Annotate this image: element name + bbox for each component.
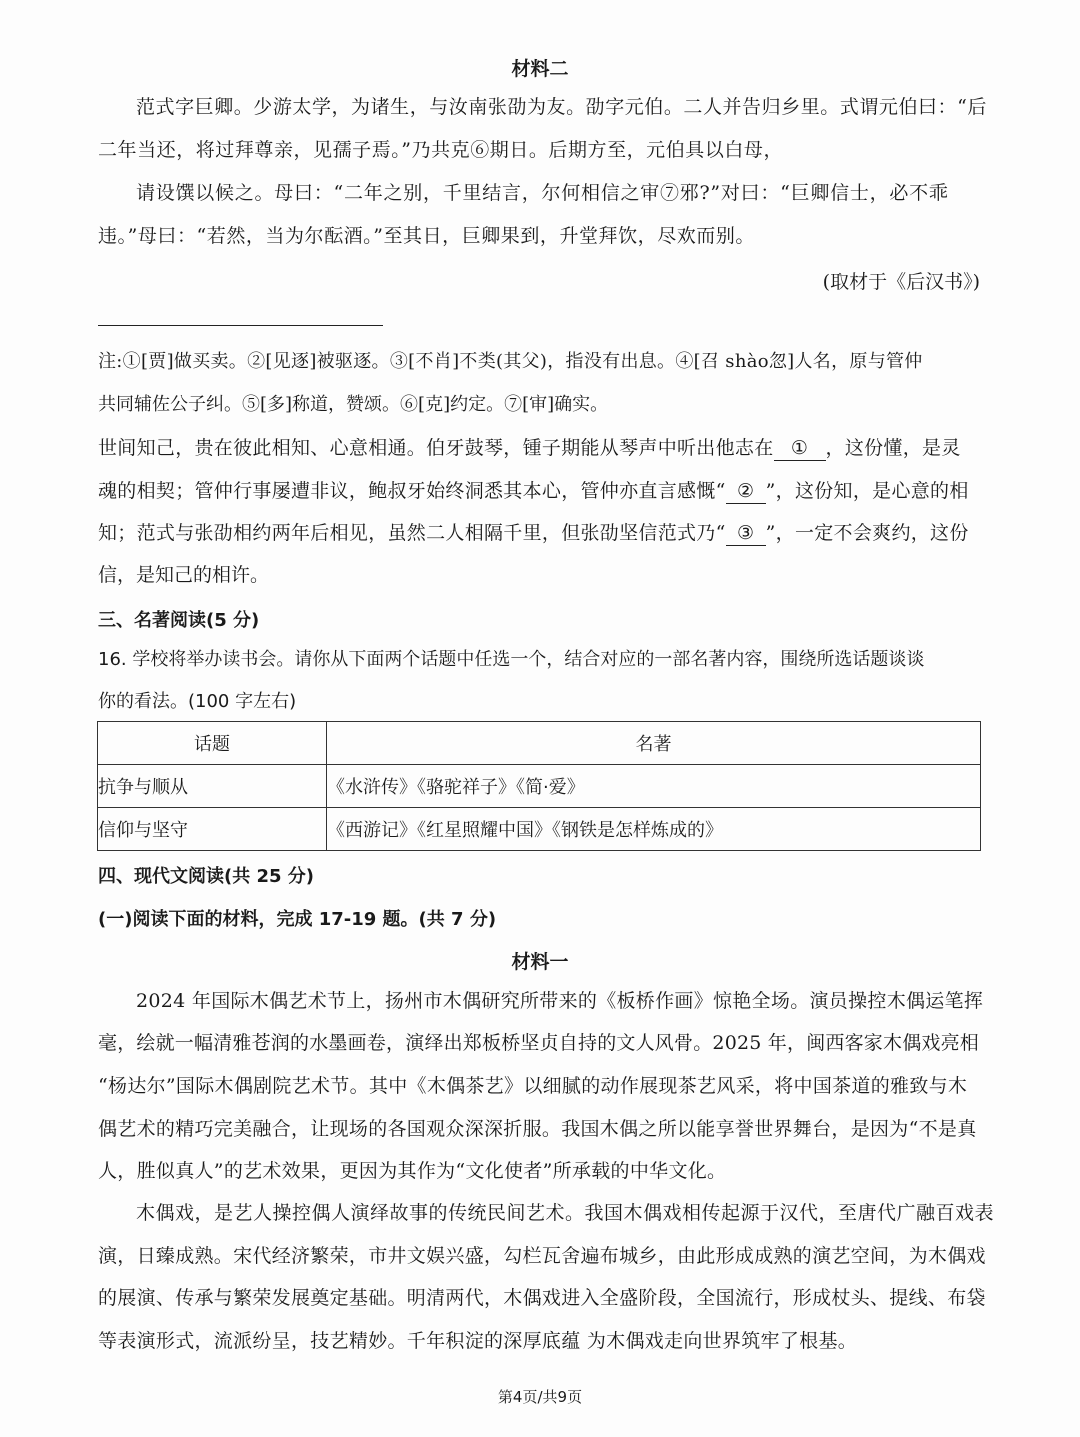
section-3-heading: 三、名著阅读(5 分) [98, 610, 260, 631]
material1-line-6: 木偶戏，是艺人操控偶人演绎故事的传统民间艺术。我国木偶戏相传起源于汉代，至唐代广融百戏表 [136, 1202, 995, 1224]
fill-line-4: 信，是知己的相许。 [98, 564, 270, 586]
header-topic: 话题 [98, 722, 327, 765]
fill-line-3 [98, 521, 969, 546]
material1-title: 材料一 [511, 951, 569, 973]
subsection-1-heading: (一)阅读下面的材料，完成 17-19 题。(共 7 分) [98, 909, 497, 930]
question-16-line-2: 你的看法。(100 字左右) [98, 691, 297, 712]
section-4-heading: 四、现代文阅读(共 25 分) [98, 866, 315, 887]
fill-line-1 [98, 436, 961, 461]
table-row [98, 765, 981, 808]
fill-text: 魂的相契；管仲行事屡遭非议，鲍叔牙始终洞悉其本心，管仲亦直言感慨“ [98, 480, 726, 502]
table-row [98, 808, 981, 851]
material2-line-4: 违。”母曰：“若然，当为尔酝酒。”至其日，巨卿果到，升堂拜饮，尽欢而别。 [98, 225, 755, 247]
notes-line-1: 注:①[贾]做买卖。②[见逐]被驱逐。③[不肖]不类(其父)，指没有出息。④[召 shào忽]人名，原与管仲 [98, 351, 923, 372]
material1-line-2: 毫，绘就一幅清雅苍润的水墨画卷，演绎出郑板桥坚贞自持的文人风骨。2025 年，闽西客家木偶戏亮相 [98, 1032, 979, 1054]
material1-line-8: 的展演、传承与繁荣发展奠定基础。明清两代，木偶戏进入全盛阶段，全国流行，形成杖头、提线、布袋 [98, 1287, 986, 1309]
topic-cell: 信仰与坚守 [98, 808, 327, 851]
blank-2: ② [726, 479, 766, 504]
blank-3: ③ [726, 521, 766, 546]
material1-line-1: 2024 年国际木偶艺术节上，扬州市木偶研究所带来的《板桥作画》惊艳全场。演员操控木偶运笔挥 [136, 990, 984, 1012]
topic-books-table [97, 721, 981, 851]
books-cell: 《水浒传》《骆驼祥子》《简·爱》 [327, 765, 981, 808]
notes-line-2: 共同辅佐公子纠。⑤[多]称道，赞颂。⑥[克]约定。⑦[审]确实。 [98, 394, 609, 415]
material2-title: 材料二 [511, 58, 569, 80]
header-books: 名著 [327, 722, 981, 765]
material2-line-3: 请设馔以候之。母曰：“二年之别，千里结言，尔何相信之审⑦邪?”对曰：“巨卿信士，必不乖 [136, 182, 949, 204]
fill-text: ，这份懂，是灵 [825, 437, 961, 459]
footnote-divider [98, 325, 383, 326]
question-16-line-1: 16. 学校将举办读书会。请你从下面两个话题中任选一个，结合对应的一部名著内容，围绕所选话题谈谈 [98, 649, 925, 670]
blank-1: ① [774, 436, 826, 461]
source-citation: (取材于《后汉书》) [822, 271, 980, 293]
fill-text: 世间知己，贵在彼此相知、心意相通。伯牙鼓琴，锺子期能从琴声中听出他志在 [98, 437, 774, 459]
fill-line-2 [98, 479, 969, 504]
fill-text: 知；范式与张劭相约两年后相见，虽然二人相隔千里，但张劭坚信范式乃“ [98, 522, 726, 544]
material1-line-4: 偶艺术的精巧完美融合，让现场的各国观众深深折服。我国木偶之所以能享誉世界舞台，是因为“不是真 [98, 1118, 977, 1140]
material1-line-5: 人，胜似真人”的艺术效果，更因为其作为“文化使者”所承载的中华文化。 [98, 1160, 727, 1182]
material1-line-7: 演，日臻成熟。宋代经济繁荣，市井文娱兴盛，勾栏瓦舍遍布城乡，由此形成成熟的演艺空间，为木偶戏 [98, 1245, 986, 1267]
books-cell: 《西游记》《红星照耀中国》《钢铁是怎样炼成的》 [327, 808, 981, 851]
material2-line-2: 二年当还，将过拜尊亲，见孺子焉。”乃共克⑥期日。后期方至，元伯具以白母， [98, 139, 784, 161]
material2-line-1: 范式字巨卿。少游太学，为诸生，与汝南张劭为友。劭字元伯。二人并告归乡里。式谓元伯曰：“后 [136, 96, 987, 118]
fill-text: ”，这份知，是心意的相 [765, 480, 969, 502]
page-number: 第4页/共9页 [497, 1388, 583, 1406]
table-header-row [98, 722, 981, 765]
fill-text: ”，一定不会爽约，这份 [765, 522, 969, 544]
material1-line-3: “杨达尔”国际木偶剧院艺术节。其中《木偶茶艺》以细腻的动作展现茶艺风采，将中国茶道的雅致与木 [98, 1075, 968, 1097]
material1-line-9: 等表演形式，流派纷呈，技艺精妙。千年积淀的深厚底蕴 为木偶戏走向世界筑牢了根基。 [98, 1330, 858, 1352]
topic-cell: 抗争与顺从 [98, 765, 327, 808]
